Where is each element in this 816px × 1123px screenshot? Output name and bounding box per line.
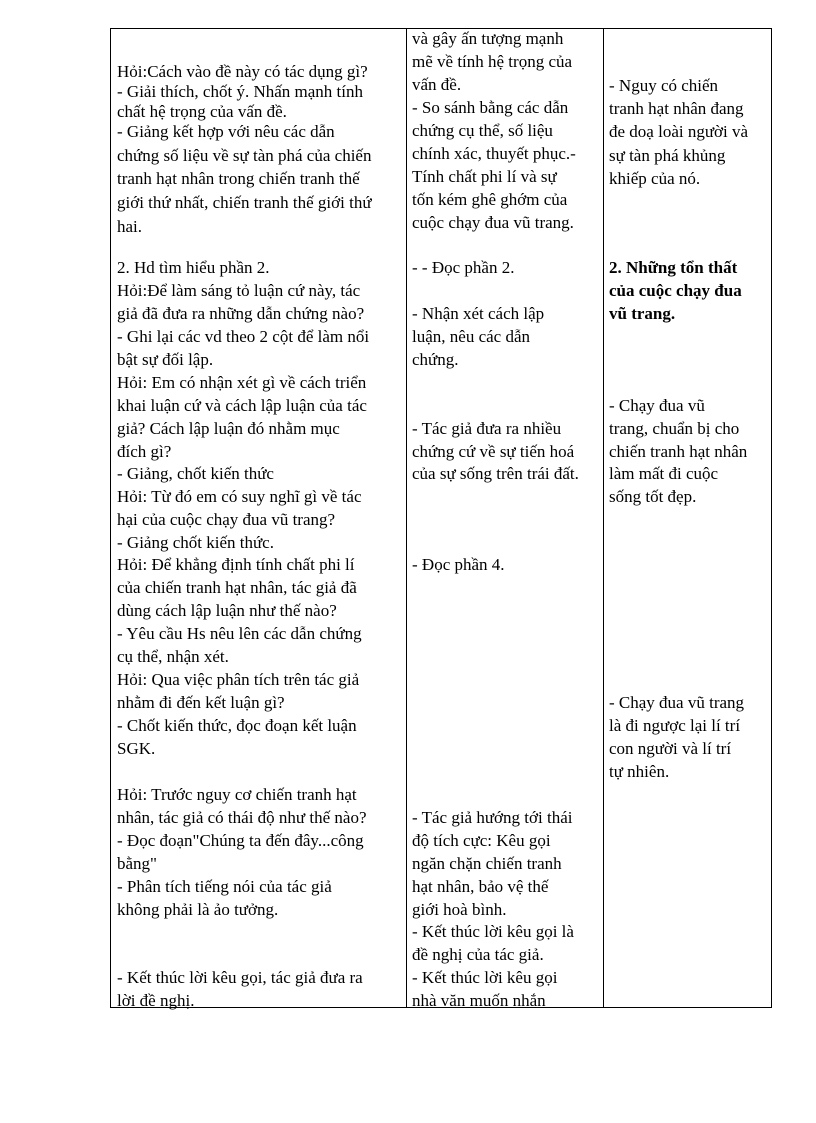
text-line: Tính chất phi lí và sự bbox=[412, 167, 557, 186]
text-line: cuộc chạy đua vũ trang. bbox=[412, 213, 574, 232]
text-line: - Kết thúc lời kêu gọi, tác giả đưa ra bbox=[117, 968, 363, 987]
text-line: bằng" bbox=[117, 854, 157, 873]
text-line: - Giảng, chốt kiến thức bbox=[117, 464, 274, 483]
student-activity-column bbox=[407, 29, 604, 1010]
text-line: tốn kém ghê ghớm của bbox=[412, 190, 568, 209]
text-line: làm mất đi cuộc bbox=[609, 464, 719, 483]
text-line: - Chạy đua vũ bbox=[609, 396, 705, 415]
text-line: hại của cuộc chạy đua vũ trang? bbox=[117, 510, 336, 529]
text-line: chứng cụ thể, số liệu bbox=[412, 121, 553, 140]
text-line: chứng cứ về sự tiến hoá bbox=[412, 442, 575, 461]
text-line: khiếp của nó. bbox=[609, 169, 701, 188]
text-line: Hỏi: Từ đó em có suy nghĩ gì về tác bbox=[117, 487, 362, 506]
text-line: hai. bbox=[117, 217, 143, 236]
text-line: - Đọc phần 4. bbox=[412, 555, 505, 574]
text-line: - - Đọc phần 2. bbox=[412, 258, 515, 277]
text-line: luận, nêu các dẫn bbox=[412, 327, 530, 346]
text-line: khai luận cứ và cách lập luận của tác bbox=[117, 396, 367, 415]
text-line: không phải là ảo tưởng. bbox=[117, 900, 279, 919]
text-line: trang, chuẩn bị cho bbox=[609, 419, 740, 438]
text-line: nhằm đi đến kết luận gì? bbox=[117, 693, 285, 712]
text-line: Hỏi: Em có nhận xét gì về cách triển bbox=[117, 373, 367, 392]
text-line: Hỏi: Qua việc phân tích trên tác giả bbox=[117, 670, 360, 689]
text-line: đích gì? bbox=[117, 442, 172, 461]
section-heading: 2. Những tổn thất bbox=[609, 258, 738, 277]
text-line: chất hệ trọng của vấn đề. bbox=[117, 102, 287, 121]
text-line: đề nghị của tác giả. bbox=[412, 945, 544, 964]
text-line: nhà văn muốn nhắn bbox=[412, 991, 546, 1010]
text-line: nhân, tác giả có thái độ như thế nào? bbox=[117, 808, 367, 827]
text-line: chính xác, thuyết phục.- bbox=[412, 144, 576, 163]
text-line: chiến tranh hạt nhân bbox=[609, 442, 748, 461]
text-line: - Tác giả đưa ra nhiều bbox=[412, 419, 562, 438]
text-line: con người và lí trí bbox=[609, 739, 732, 758]
text-line: bật sự đối lập. bbox=[117, 350, 214, 369]
text-line: là đi ngược lại lí trí bbox=[609, 716, 741, 735]
text-line: sống tốt đẹp. bbox=[609, 487, 697, 506]
text-line: hạt nhân, bảo vệ thế bbox=[412, 877, 549, 896]
text-line: sự tàn phá khủng bbox=[609, 146, 726, 165]
text-line: - So sánh bằng các dẫn bbox=[412, 98, 569, 117]
text-line: vấn đề. bbox=[412, 75, 462, 94]
text-line: - Kết thúc lời kêu gọi là bbox=[412, 922, 574, 941]
text-line: tranh hạt nhân đang bbox=[609, 99, 744, 118]
text-line: - Chốt kiến thức, đọc đoạn kết luận bbox=[117, 716, 357, 735]
content-column bbox=[604, 29, 771, 1007]
text-line: ngăn chặn chiến tranh bbox=[412, 854, 562, 873]
text-line: chứng số liệu về sự tàn phá của chiến bbox=[117, 146, 372, 165]
section-heading: của cuộc chạy đua bbox=[609, 281, 742, 300]
text-line: - Chạy đua vũ trang bbox=[609, 693, 745, 712]
text-line: giả đã đưa ra những dẫn chứng nào? bbox=[117, 304, 365, 323]
text-line: của sự sống trên trái đất. bbox=[412, 464, 579, 483]
text-line: tự nhiên. bbox=[609, 762, 670, 781]
text-line: Hỏi:Cách vào đề này có tác dụng gì? bbox=[117, 62, 368, 81]
text-line: độ tích cực: Kêu gọi bbox=[412, 831, 551, 850]
text-line: và gây ấn tượng mạnh bbox=[412, 29, 564, 48]
text-line: - Đọc đoạn"Chúng ta đến đây...công bbox=[117, 831, 364, 850]
text-line: mẽ về tính hệ trọng của bbox=[412, 52, 573, 71]
text-line: giả? Cách lập luận đó nhằm mục bbox=[117, 419, 340, 438]
text-line: tranh hạt nhân trong chiến tranh thế bbox=[117, 169, 360, 188]
text-line: Hỏi: Để khẳng định tính chất phi lí bbox=[117, 555, 355, 574]
text-line: - Giảng kết hợp với nêu các dẫn bbox=[117, 122, 335, 141]
teacher-activity-column bbox=[111, 29, 407, 1010]
text-line: đe doạ loài người và bbox=[609, 122, 749, 141]
text-line: - Ghi lại các vd theo 2 cột để làm nổi bbox=[117, 327, 370, 346]
text-line: Hỏi: Trước nguy cơ chiến tranh hạt bbox=[117, 785, 357, 804]
text-line: - Kết thúc lời kêu gọi bbox=[412, 968, 558, 987]
section-heading: vũ trang. bbox=[609, 304, 676, 323]
text-line: - Giảng chốt kiến thức. bbox=[117, 533, 274, 552]
text-line: - Yêu cầu Hs nêu lên các dẫn chứng bbox=[117, 624, 362, 643]
text-line: - Tác giả hướng tới thái bbox=[412, 808, 573, 827]
text-line: dùng cách lập luận như thế nào? bbox=[117, 601, 337, 620]
text-line: SGK. bbox=[117, 739, 156, 758]
text-line: giới hoà bình. bbox=[412, 900, 507, 919]
text-line: lời đề nghị. bbox=[117, 991, 195, 1010]
text-line: 2. Hd tìm hiểu phần 2. bbox=[117, 258, 270, 277]
text-line: - Giải thích, chốt ý. Nhấn mạnh tính bbox=[117, 82, 363, 101]
text-line: - Nhận xét cách lập bbox=[412, 304, 545, 323]
text-line: cụ thể, nhận xét. bbox=[117, 647, 229, 666]
text-line: giới thứ nhất, chiến tranh thế giới thứ bbox=[117, 193, 372, 212]
text-line: - Nguy có chiến bbox=[609, 76, 719, 95]
text-line: chứng. bbox=[412, 350, 459, 369]
lesson-table bbox=[110, 28, 772, 1008]
text-line: Hỏi:Để làm sáng tỏ luận cứ này, tác bbox=[117, 281, 361, 300]
text-line: - Phân tích tiếng nói của tác giả bbox=[117, 877, 332, 896]
text-line: của chiến tranh hạt nhân, tác giả đã bbox=[117, 578, 357, 597]
